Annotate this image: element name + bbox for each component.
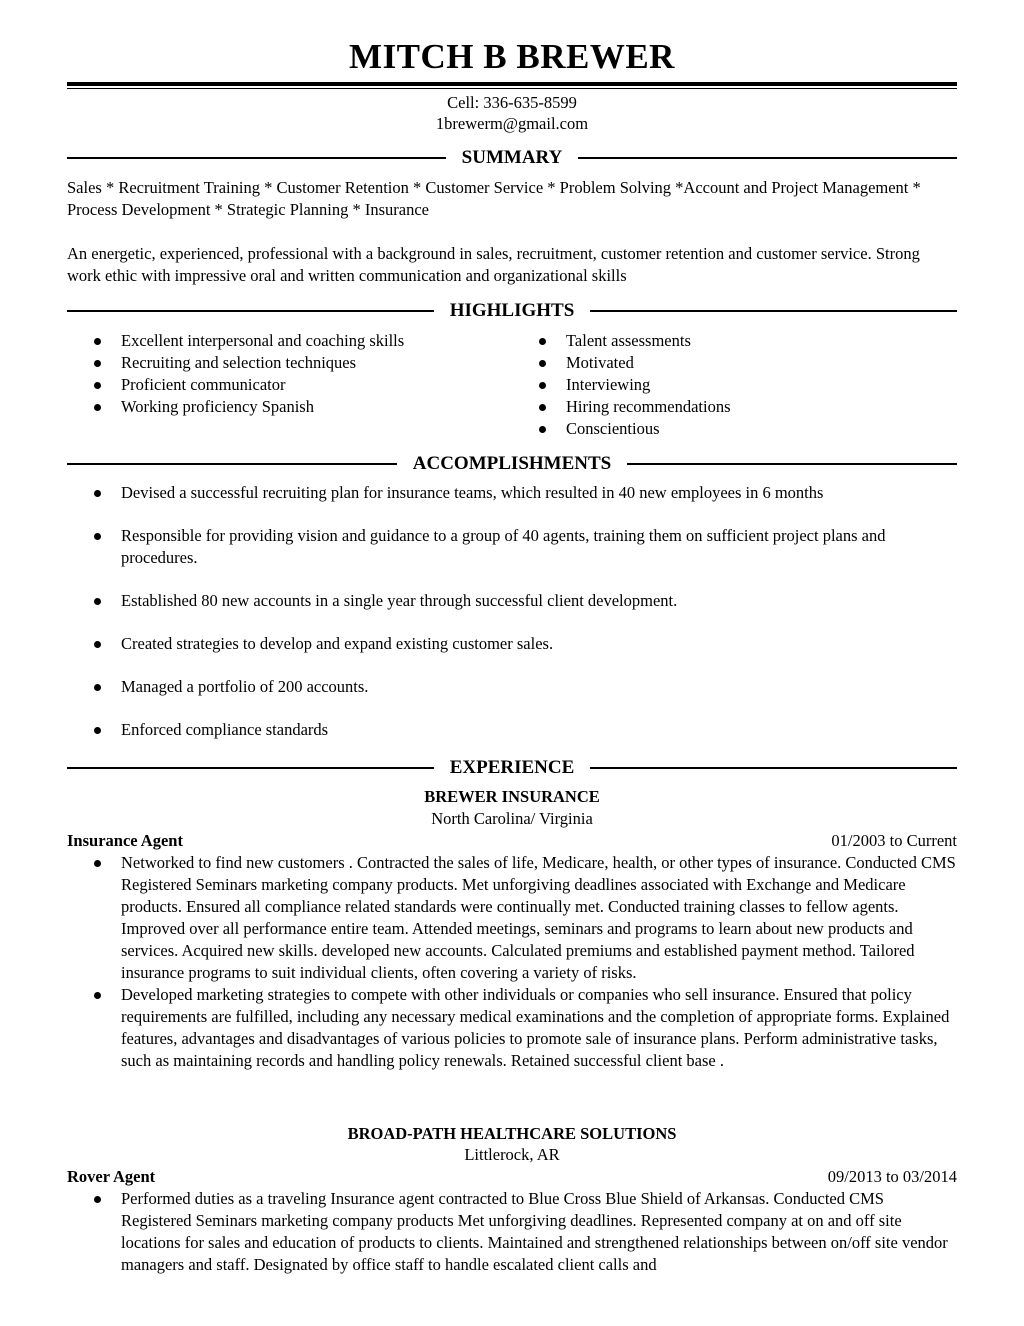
contact-email: 1brewerm@gmail.com [435, 114, 589, 133]
bullet-icon [94, 533, 101, 540]
job-dates: 09/2013 to 03/2014 [827, 1167, 957, 1186]
heading-rule-right [590, 767, 957, 769]
heading-rule-left [67, 767, 434, 769]
list-item: Enforced compliance standards [67, 719, 957, 741]
job-role: Rover Agent [67, 1167, 156, 1186]
job-bullet-list [67, 852, 957, 1072]
list-item: Excellent interpersonal and coaching skills [67, 330, 507, 352]
bullet-icon [94, 1196, 101, 1203]
bullet-icon [94, 641, 101, 648]
heading-rule-left [67, 310, 434, 312]
bullet-icon [539, 360, 546, 367]
bullet-icon [94, 382, 101, 389]
highlights-title: HIGHLIGHTS [449, 300, 575, 321]
heading-rule-right [627, 463, 957, 465]
highlights-left-list [67, 330, 507, 418]
list-item: Created strategies to develop and expand existing customer sales. [67, 633, 957, 655]
heading-rule-right [590, 310, 957, 312]
bullet-icon [539, 426, 546, 433]
experience-heading [67, 756, 957, 780]
candidate-name: MITCH B BREWER [349, 37, 675, 76]
highlights-right-list [512, 330, 952, 440]
list-item: Motivated [512, 352, 952, 374]
highlights-heading [67, 299, 957, 323]
experience-title: EXPERIENCE [449, 757, 575, 778]
bullet-icon [94, 992, 101, 999]
bullet-icon [94, 598, 101, 605]
heading-rule-right [578, 157, 957, 159]
list-item: Proficient communicator [67, 374, 507, 396]
bullet-icon [539, 382, 546, 389]
summary-skills-line: Sales * Recruitment Training * Customer Retention * Customer Service * Problem Solving *Account and Project Management * Process Development * Strategic Planning * Insurance [67, 178, 921, 219]
bullet-icon [94, 360, 101, 367]
heading-rule-left [67, 463, 397, 465]
bullet-icon [94, 860, 101, 867]
list-item: Managed a portfolio of 200 accounts. [67, 676, 957, 698]
list-item: Established 80 new accounts in a single year through successful client development. [67, 590, 957, 612]
heading-rule-left [67, 157, 446, 159]
list-item: Hiring recommendations [512, 396, 952, 418]
summary-paragraph: An energetic, experienced, professional with a background in sales, recruitment, customer retention and customer service. Strong work ethic with impressive oral and written communication and organizational skills [67, 244, 920, 285]
job-company: BREWER INSURANCE [424, 787, 600, 806]
accomplishments-list [67, 482, 957, 762]
job-bullet-list [67, 1188, 957, 1276]
header-rule-thin [67, 88, 957, 89]
accomplishments-heading [67, 452, 957, 476]
summary-heading [67, 146, 957, 170]
bullet-icon [94, 338, 101, 345]
list-item: Talent assessments [512, 330, 952, 352]
job-location: North Carolina/ Virginia [431, 809, 593, 828]
bullet-icon [94, 684, 101, 691]
bullet-icon [94, 490, 101, 497]
header-rule-thick [67, 82, 957, 86]
accomplishments-title: ACCOMPLISHMENTS [412, 453, 612, 474]
list-item: Devised a successful recruiting plan for insurance teams, which resulted in 40 new employees in 6 months [67, 482, 957, 504]
contact-cell: Cell: 336-635-8599 [447, 93, 577, 112]
job-location: Littlerock, AR [464, 1145, 560, 1164]
list-item: Conscientious [512, 418, 952, 440]
bullet-icon [94, 727, 101, 734]
list-item: Recruiting and selection techniques [67, 352, 507, 374]
bullet-icon [94, 404, 101, 411]
list-item: Interviewing [512, 374, 952, 396]
list-item: Performed duties as a traveling Insurance agent contracted to Blue Cross Blue Shield of Arkansas. Conducted CMS Registered Seminars marketing company products Met unforgiving deadlines. Represented company at on and off site locations for sales and education of products to clients. Maintained and strengthened relationships between on/off site vendor managers and staff. Designated by office staff to handle escalated client calls and [67, 1188, 957, 1276]
summary-title: SUMMARY [461, 147, 563, 168]
bullet-icon [539, 404, 546, 411]
job-company: BROAD-PATH HEALTHCARE SOLUTIONS [347, 1124, 677, 1143]
job-role: Insurance Agent [67, 831, 183, 850]
list-item: Developed marketing strategies to compete with other individuals or companies who sell insurance. Ensured that policy requirements are fulfilled, including any necessary medical examinations and the completion of appropriate forms. Explained features, advantages and disadvantages of various policies to promote sale of insurance plans. Perform administrative tasks, such as maintaining records and handling policy renewals. Retained successful client base . [67, 984, 957, 1072]
job-dates: 01/2003 to Current [831, 831, 957, 850]
list-item: Responsible for providing vision and guidance to a group of 40 agents, training them on sufficient project plans and procedures. [67, 525, 957, 569]
list-item: Networked to find new customers . Contracted the sales of life, Medicare, health, or other types of insurance. Conducted CMS Registered Seminars marketing company products. Met unforgiving deadlines associated with Exchange and Medicare products. Ensured all compliance related standards were continually met. Conducted training classes to fellow agents. Improved over all performance entire team. Attended meetings, seminars and programs to learn about new products and services. Acquired new skills. developed new accounts. Calculated premiums and established payment method. Tailored insurance programs to suit individual clients, often covering a variety of risks. [67, 852, 957, 984]
list-item: Working proficiency Spanish [67, 396, 507, 418]
bullet-icon [539, 338, 546, 345]
